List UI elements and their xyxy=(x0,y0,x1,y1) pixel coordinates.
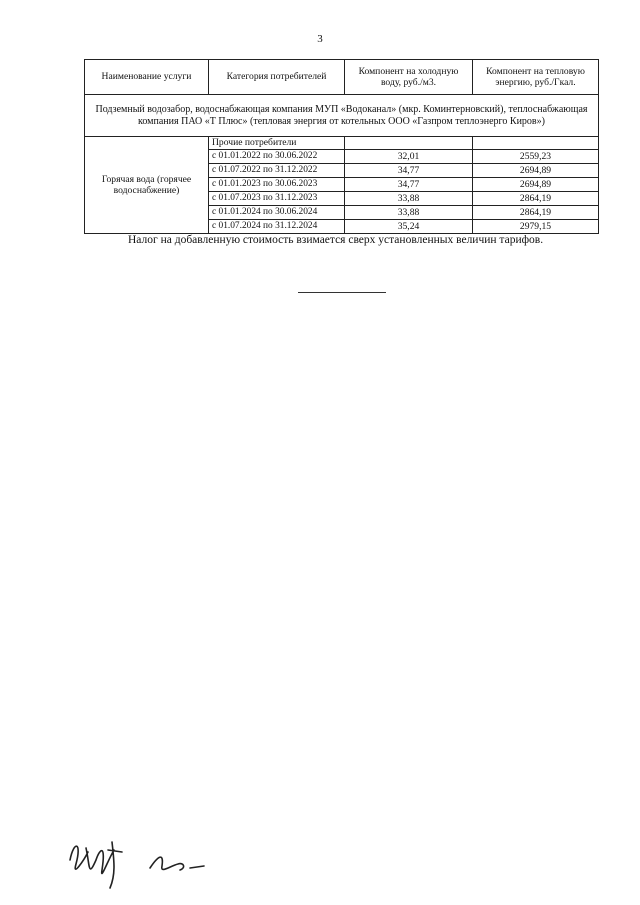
table-row xyxy=(85,137,599,150)
heat-value: 2694,89 xyxy=(473,178,599,192)
empty-cell xyxy=(473,137,599,150)
header-service: Наименование услуги xyxy=(85,60,209,95)
period-cell: с 01.07.2024 по 31.12.2024 xyxy=(209,220,345,234)
empty-cell xyxy=(345,137,473,150)
heat-value: 2979,15 xyxy=(473,220,599,234)
header-category: Категория потребителей xyxy=(209,60,345,95)
page-number: 3 xyxy=(317,33,323,45)
tariff-table xyxy=(84,59,599,234)
separator-line xyxy=(298,292,386,293)
signature-initials-stroke xyxy=(70,842,122,888)
consumer-category: Прочие потребители xyxy=(209,137,345,150)
tax-note: Налог на добавленную стоимость взимается сверх установленных величин тарифов. xyxy=(128,234,544,246)
cold-water-value: 34,77 xyxy=(345,164,473,178)
cold-water-value: 34,77 xyxy=(345,178,473,192)
cold-water-value: 33,88 xyxy=(345,192,473,206)
provider-row xyxy=(85,95,599,137)
header-heat: Компонент на тепловую энергию, руб./Гкал. xyxy=(473,60,599,95)
provider-description: Подземный водозабор, водоснабжающая компания МУП «Водоканал» (мкр. Коминтерновский), теплоснабжающая компания ПАО «Т Плюс» (тепловая энергия от котельных ООО «Газпром теплоэнерго Киров») xyxy=(85,95,599,137)
heat-value: 2559,23 xyxy=(473,150,599,164)
cold-water-value: 32,01 xyxy=(345,150,473,164)
table-header-row xyxy=(85,60,599,95)
cold-water-value: 35,24 xyxy=(345,220,473,234)
heat-value: 2864,19 xyxy=(473,206,599,220)
service-name: Горячая вода (горячее водоснабжение) xyxy=(85,137,209,234)
signature-stroke xyxy=(150,857,204,870)
period-cell: с 01.07.2022 по 31.12.2022 xyxy=(209,164,345,178)
heat-value: 2864,19 xyxy=(473,192,599,206)
heat-value: 2694,89 xyxy=(473,164,599,178)
cold-water-value: 33,88 xyxy=(345,206,473,220)
header-cold-water: Компонент на холодную воду, руб./м3. xyxy=(345,60,473,95)
period-cell: с 01.01.2023 по 30.06.2023 xyxy=(209,178,345,192)
signature-marks xyxy=(62,830,232,890)
period-cell: с 01.01.2024 по 30.06.2024 xyxy=(209,206,345,220)
period-cell: с 01.01.2022 по 30.06.2022 xyxy=(209,150,345,164)
period-cell: с 01.07.2023 по 31.12.2023 xyxy=(209,192,345,206)
